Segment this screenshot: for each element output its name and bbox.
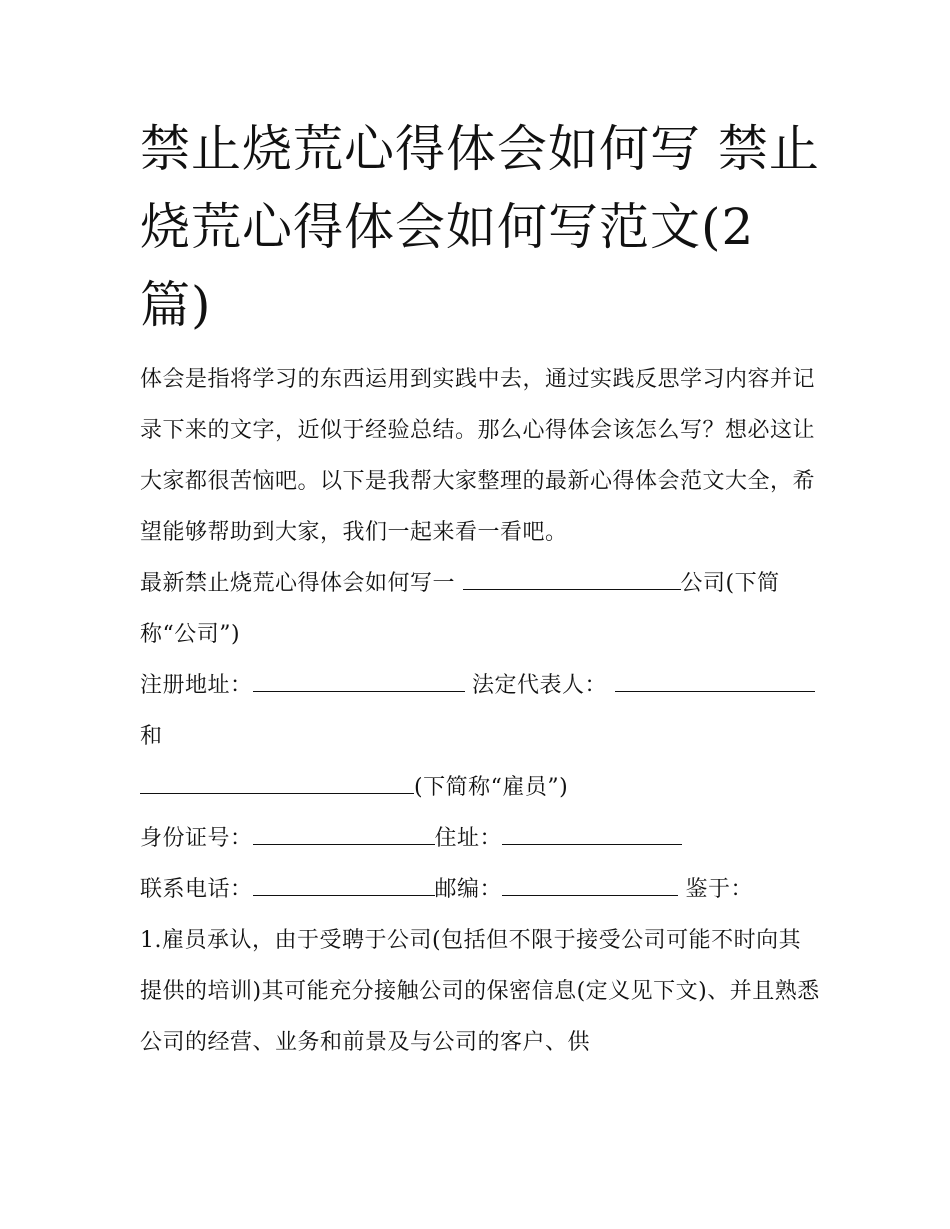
residence-label: 住址： (434, 826, 503, 851)
document-page (140, 110, 820, 1068)
and-text: 和 (140, 724, 163, 749)
residence-blank (502, 822, 682, 845)
document-title: 禁止烧荒心得体会如何写 禁止烧荒心得体会如何写范文(2篇) (140, 120, 820, 334)
id-line (140, 813, 820, 864)
postcode-label: 邮编： (434, 877, 503, 902)
id-label: 身份证号： (140, 826, 253, 851)
employee-suffix: (下简称“雇员”) (414, 775, 569, 800)
company-line-prefix: 最新禁止烧荒心得体会如何写一 (140, 571, 456, 596)
id-blank (253, 822, 435, 845)
postcode-blank (502, 873, 678, 896)
address-label: 注册地址： (140, 673, 253, 698)
company-line-suffix: 公司(下简称“公司”) (140, 571, 780, 647)
company-name-blank (463, 567, 681, 590)
address-blank (253, 669, 465, 692)
legal-rep-blank (615, 669, 815, 692)
address-line (140, 660, 820, 762)
phone-label: 联系电话： (140, 877, 253, 902)
employee-name-blank (140, 771, 414, 794)
phone-line (140, 864, 820, 915)
company-line (140, 558, 820, 660)
legal-rep-label: 法定代表人： (472, 673, 608, 698)
clause-1: 1.雇员承认，由于受聘于公司(包括但不限于接受公司可能不时向其提供的培训)其可能充分接触公司的保密信息(定义见下文)、并且熟悉公司的经营、业务和前景及与公司的客户、供 (140, 928, 820, 1055)
phone-blank (253, 873, 435, 896)
employee-line (140, 762, 820, 813)
intro-paragraph: 体会是指将学习的东西运用到实践中去，通过实践反思学习内容并记录下来的文字，近似于经验总结。那么心得体会该怎么写？想必这让大家都很苦恼吧。以下是我帮大家整理的最新心得体会范文大全，希望能够帮助到大家，我们一起来看一看吧。 (140, 367, 816, 545)
whereas-label: 鉴于： (685, 877, 754, 902)
